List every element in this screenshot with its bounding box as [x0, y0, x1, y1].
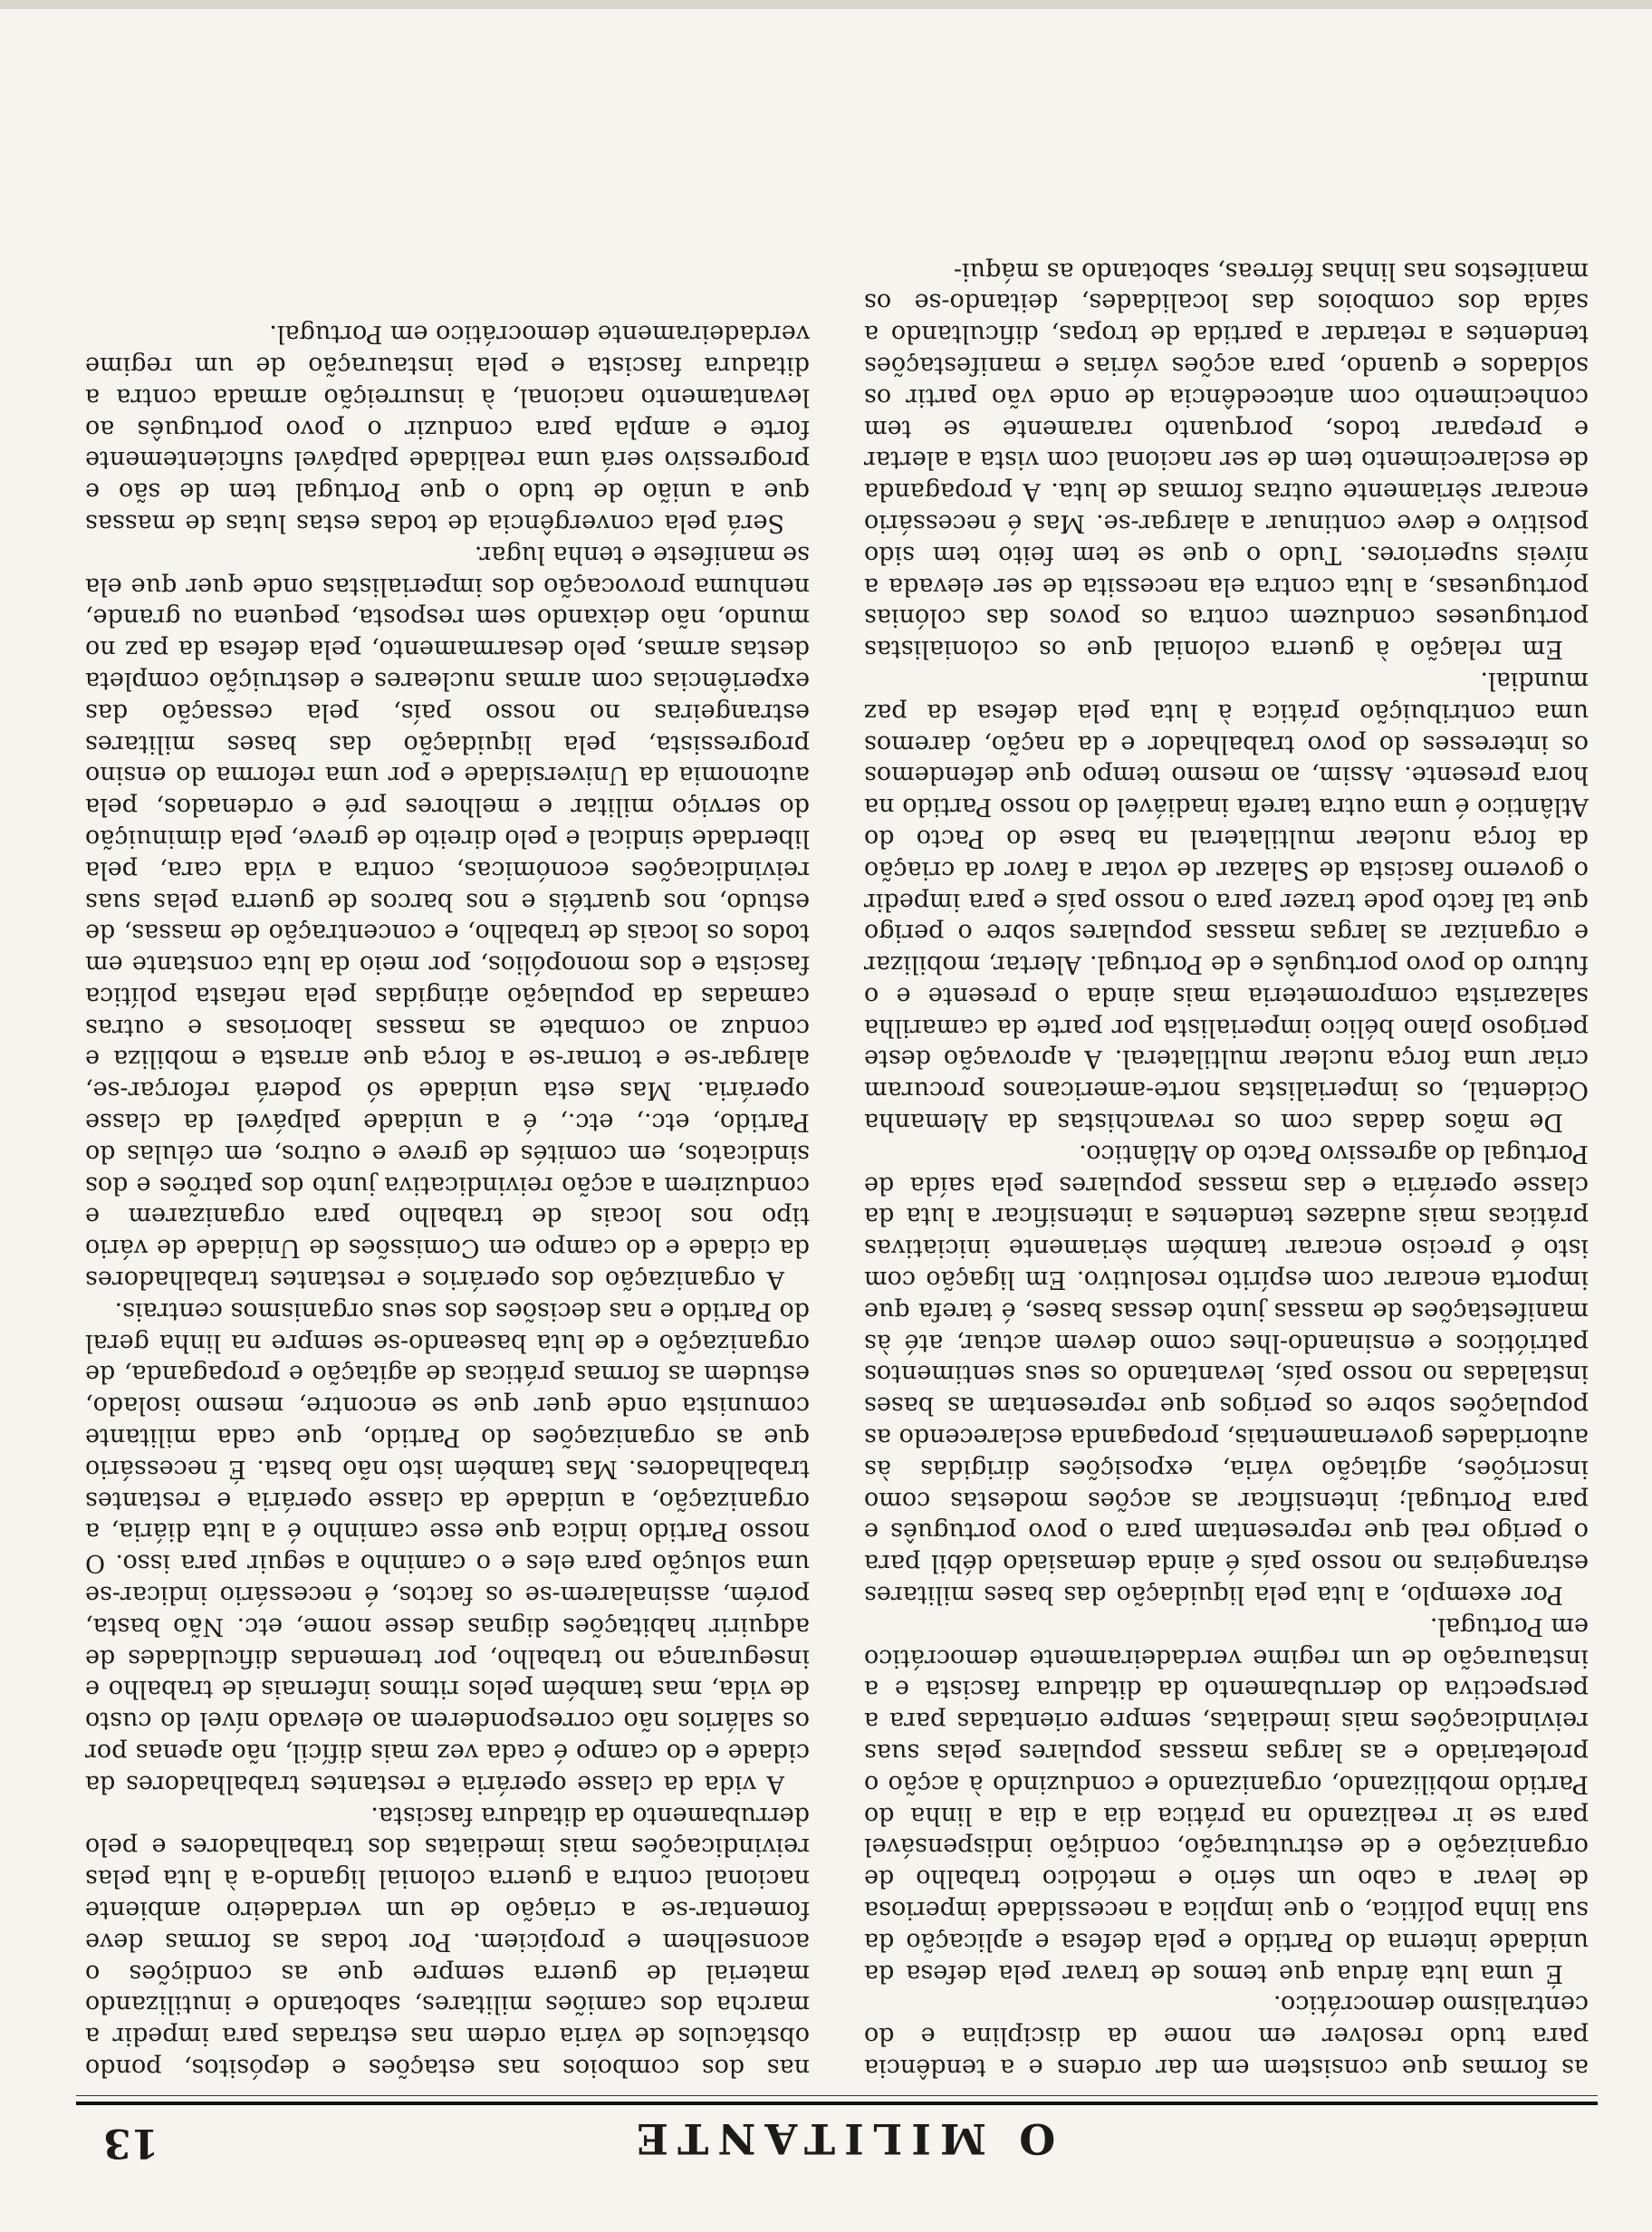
paragraph: É uma luta árdua que temos de travar pela defesa da unidade interna do Partido e pela defesa e aplicação da sua linha política, o que implica a necessidade imperiosa de levar a cabo um sério e metódico trabalho de organização e de estruturação, condição indispensável para se ir realizando na prática dia a dia a linha do Partido mobilizando, organizando e conduzindo à acção o proletariado e as largas massas populares pelas suas reivindicações mais imediatas, sempre orientadas para a perspectiva do derrubamento da ditadura fascista e a instauração de um regime verdadeiramente democrático em Portugal.: [864, 1611, 1589, 1987]
text-column-left: [864, 72, 1589, 2083]
paragraph: Será pela convergência de todas estas lutas de massas que a união de tudo o que Portugal tem de são e progressivo será uma realidade palpável suficientemente forte e ampla para conduzir o povo português ao levantamento nacional, à insurreição armada contra a ditadura fascista e pela instauração de um regime verdadeiramente democrático em Portugal.: [85, 320, 810, 537]
paragraph: Em relação à guerra colonial que os colonialistas portugueses conduzem contra os povos das colónias portuguesas, a luta contra ela necessita de ser elevada a níveis superiores. Tudo o que se tem feito tem sido positivo e deve continuar a alargar-se. Mas é necessário encarar sèriamente outras formas de luta. A propaganda de esclarecimento tem de ser nacional com vista a alertar e preparar todos, porquanto raramente se tem conhecimento com antecedência de onde vão partir os soldados e quando, para acções várias e manifestações tendentes a retardar a partida de tropas, dificultando a saída dos comboios das localidades, deitando-se os manifestos nas linhas férreas, sabotando as máqui-: [864, 256, 1589, 664]
paragraph: nas dos comboios nas estações e depósitos, pondo obstáculos de vária ordem nas estradas para impedir a marcha dos camiões militares, sabotando e inutilizando material de guerra sempre que as condições o aconselhem e propiciem. Por todas as formas deve fomentar-se a criação de um verdadeiro ambiente nacional contra a guerra colonial ligando-a à luta pelas reivindicações mais imediatas dos trabalhadores e pelo derrubamento da ditadura fascista.: [85, 1801, 810, 2082]
header-rule: [76, 2102, 1598, 2105]
scan-edge: [0, 0, 1652, 9]
publication-title: O MILITANTE: [627, 2114, 1056, 2163]
page-number: 13: [103, 2120, 159, 2166]
page-header: [94, 2114, 1589, 2169]
paragraph: De mãos dadas com os revanchistas da Alemanha Ocidental, os imperialistas norte-americanos procuram criar uma força nuclear multilateral. A aprovação deste perigoso plano bélico imperialista por parte da camarilha salazarista comprometeria mais ainda o presente e o futuro do povo português e de Portugal. Alertar, mobilizar e organizar as largas massas populares sobre o perigo que tal facto pode trazer para o nosso país e para impedir o governo fascista de Salazar de votar a favor da criação da força nuclear multilateral na base do Pacto do Atlântico é uma outra tarefa inadiável do nosso Partido na hora presente. Assim, ao mesmo tempo que defendemos os interesses do povo trabalhador e da nação, daremos uma contribuição prática à luta pela defesa da paz mundial.: [864, 666, 1589, 1137]
paragraph: A vida da classe operária e restantes trabalhadores da cidade e do campo é cada vez mais difícil, não apenas por os salários não corresponderem ao elevado nível do custo de vida, mas também pelos ritmos infernais de trabalho e insegurança no trabalho, por tremendas dificuldades de adquirir habitações dignas desse nome, etc. Não basta, porém, assinalarem-se os factos, é necessário indicar-se uma solução para eles e o caminho a seguir para isso. O nosso Partido indica que esse caminho é a luta diária, a organização, a unidade da classe operária e restantes trabalhadores. Mas também isto não basta. É necessário que as organizações do Partido, que cada militante comunista onde quer que se encontre, mesmo isolado, estudem as formas práticas de agitação e propaganda, de organização e de luta baseando-se sempre na linha geral do Partido e nas decisões dos seus organismos centrais.: [85, 1296, 810, 1798]
text-column-right: [85, 72, 810, 2083]
paragraph: Por exemplo, a luta pela liquidação das bases militares estrangeiras no nosso país é ainda demasiado débil para o perigo real que representam para o povo português e para Portugal; intensificar as acções modestas como inscrições, agitação vária, exposições dirigidas às autoridades governamentais, propaganda esclarecendo as populações sobre os perigos que representam as bases instaladas no nosso país, levantando os seus sentimentos patrióticos e ensinando-lhes como devem actuar, até às manifestações de massas junto dessas bases, é tarefa que importa encarar com espírito resolutivo. Em ligação com isto é preciso encarar também sèriamente iniciativas práticas mais audazes tendentes a intensificar a luta da classe operária e das massas populares pela saída de Portugal do agressivo Pacto do Atlântico.: [864, 1139, 1589, 1610]
header-rule-thin: [76, 2095, 1598, 2096]
paragraph: A organização dos operários e restantes trabalhadores da cidade e do campo em Comissões de Unidade de vário tipo nos locais de trabalho para organizarem e conduzirem a acção reivindicativa junto dos patrões e dos sindicatos, em comités de greve e outros, em células do Partido, etc., etc., é a unidade palpável da classe operária. Mas esta unidade só poderá reforçar-se, alargar-se e tornar-se a força que arrasta e mobiliza e conduz ao combate as massas laboriosas e outras camadas da população atingidas pela nefasta política fascista e dos monopólios, por meio da luta constante em todos os locais de trabalho, e concentração de massas, de estudo, nos quartéis e nos barcos de guerra pelas suas reivindicações económicas, contra a vida cara, pela liberdade sindical e pelo direito de greve, pela diminuição do serviço militar e melhores pré e ordenados, pela autonomia da Universidade e por uma reforma do ensino progressista, pela liquidação das bases militares estrangeiras no nosso país, pela cessação das experiências com armas nucleares e destruição completa destas armas, pelo desarmamento, pela defesa da paz no mundo, não deixando sem resposta, pequena ou grande, nenhuma provocação dos imperialistas onde quer que ela se manifeste e tenha lugar.: [85, 540, 810, 1294]
paragraph: as formas que consistem em dar ordens e a tendência para tudo resolver em nome da disciplina e do centralismo democrático.: [864, 1990, 1589, 2082]
